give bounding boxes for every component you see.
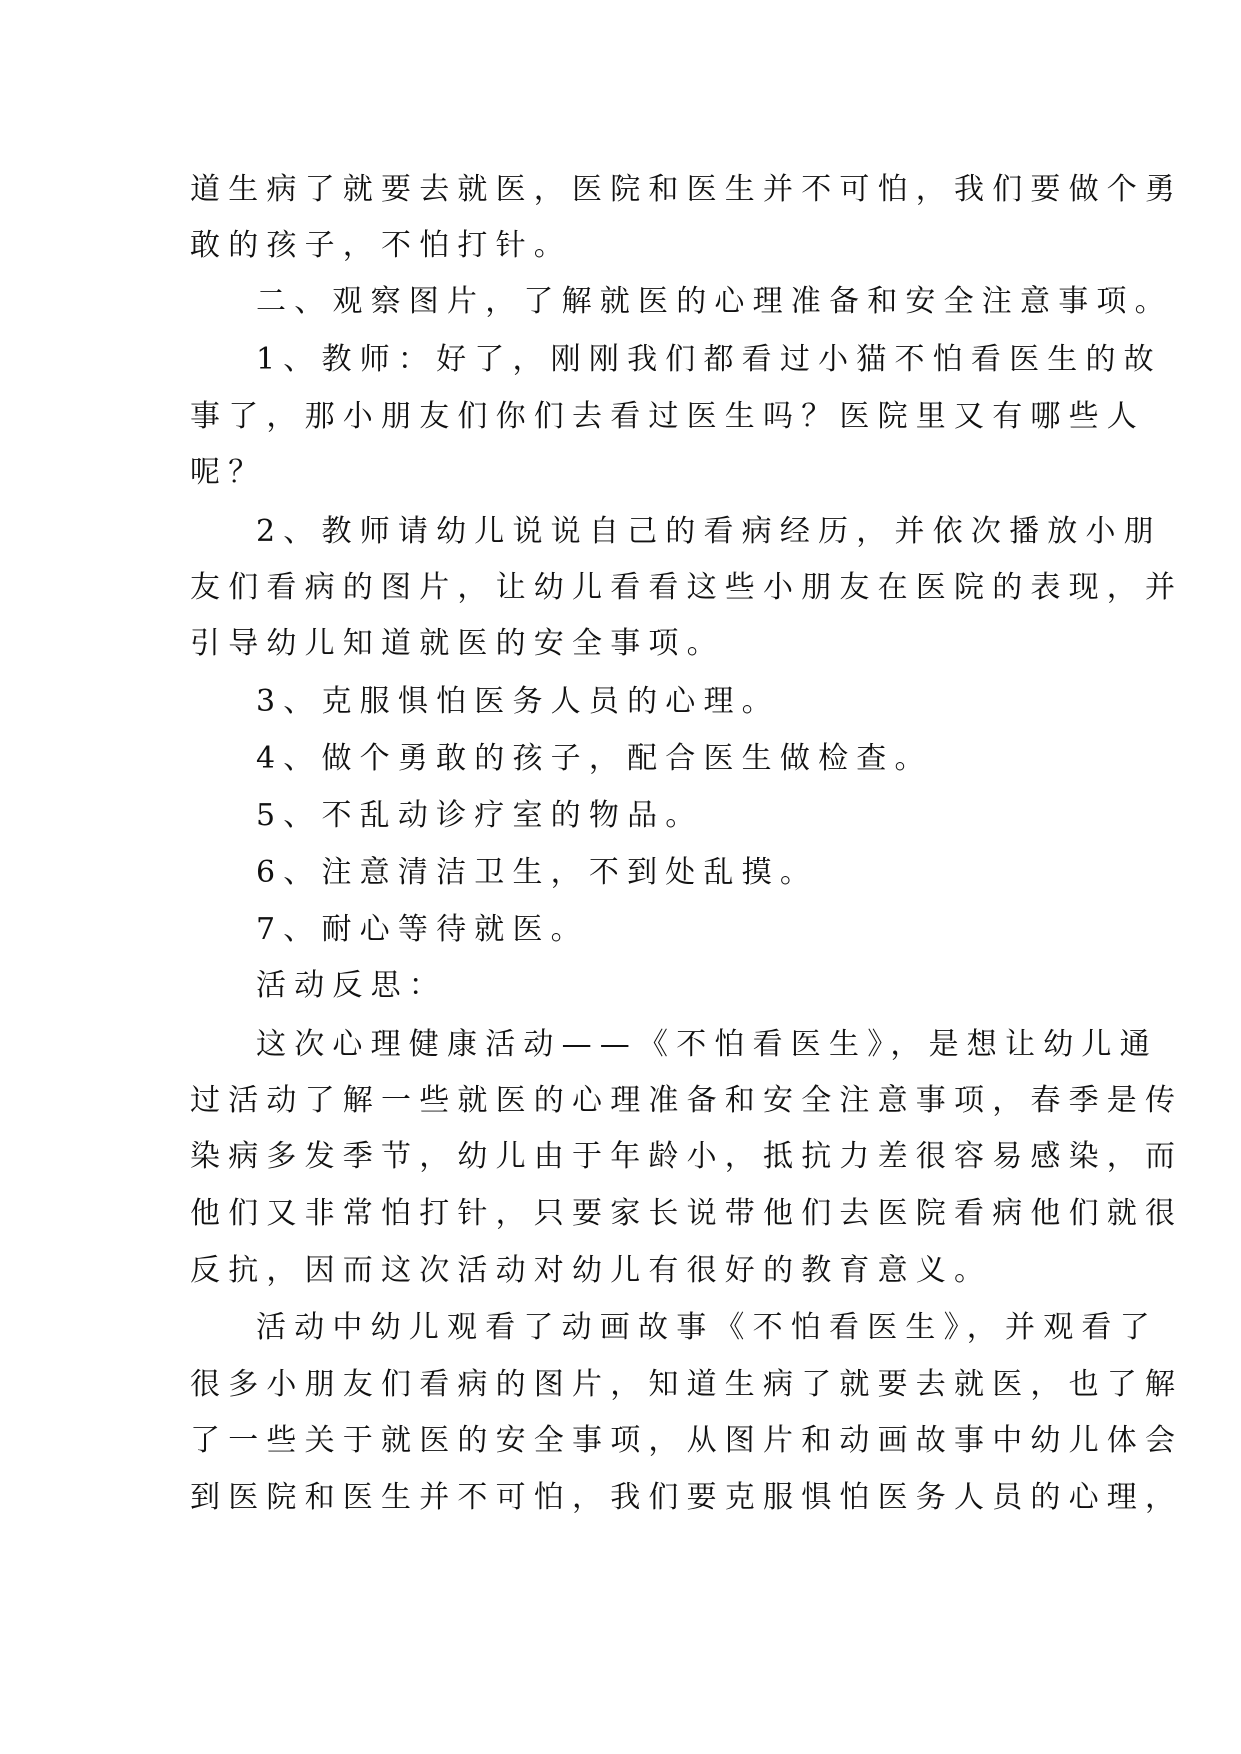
- text-line: 活动中幼儿观看了动画故事《不怕看医生》，并观看了: [256, 1310, 1158, 1345]
- text-line: 这次心理健康活动——《不怕看医生》，是想让幼儿通: [256, 1027, 1158, 1062]
- list-item: 3、克服惧怕医务人员的心理。: [256, 684, 780, 719]
- section-heading: 二、观察图片，了解就医的心理准备和安全注意事项。: [256, 284, 1173, 319]
- list-item: 7、耐心等待就医。: [256, 912, 589, 947]
- text-line: 2、教师请幼儿说说自己的看病经历，并依次播放小朋: [256, 514, 1162, 549]
- text-line: 很多小朋友们看病的图片，知道生病了就要去就医，也了解: [190, 1367, 1184, 1402]
- text-line: 道生病了就要去就医，医院和医生并不可怕，我们要做个勇: [190, 172, 1184, 207]
- text-line: 过活动了解一些就医的心理准备和安全注意事项，春季是传: [190, 1083, 1184, 1118]
- text-line: 友们看病的图片，让幼儿看看这些小朋友在医院的表现，并: [190, 570, 1184, 605]
- list-item: 6、注意清洁卫生，不到处乱摸。: [256, 855, 819, 890]
- list-item: 4、做个勇敢的孩子，配合医生做检查。: [256, 741, 933, 776]
- text-line: 事了，那小朋友们你们去看过医生吗？医院里又有哪些人: [190, 399, 1145, 434]
- text-line: 到医院和医生并不可怕，我们要克服惧怕医务人员的心理，: [190, 1480, 1184, 1515]
- text-line: 引导幼儿知道就医的安全事项。: [190, 626, 725, 661]
- text-line: 他们又非常怕打针，只要家长说带他们去医院看病他们就很: [190, 1196, 1184, 1231]
- text-line: 了一些关于就医的安全事项，从图片和动画故事中幼儿体会: [190, 1423, 1184, 1458]
- text-line: 染病多发季节，幼儿由于年龄小，抵抗力差很容易感染，而: [190, 1139, 1184, 1174]
- section-heading: 活动反思：: [256, 968, 447, 1003]
- text-line: 反抗，因而这次活动对幼儿有很好的教育意义。: [190, 1253, 993, 1288]
- list-item: 5、不乱动诊疗室的物品。: [256, 798, 704, 833]
- text-line: 敢的孩子，不怕打针。: [190, 228, 572, 263]
- text-line: 呢？: [190, 455, 267, 490]
- text-line: 1、教师：好了，刚刚我们都看过小猫不怕看医生的故: [256, 342, 1162, 377]
